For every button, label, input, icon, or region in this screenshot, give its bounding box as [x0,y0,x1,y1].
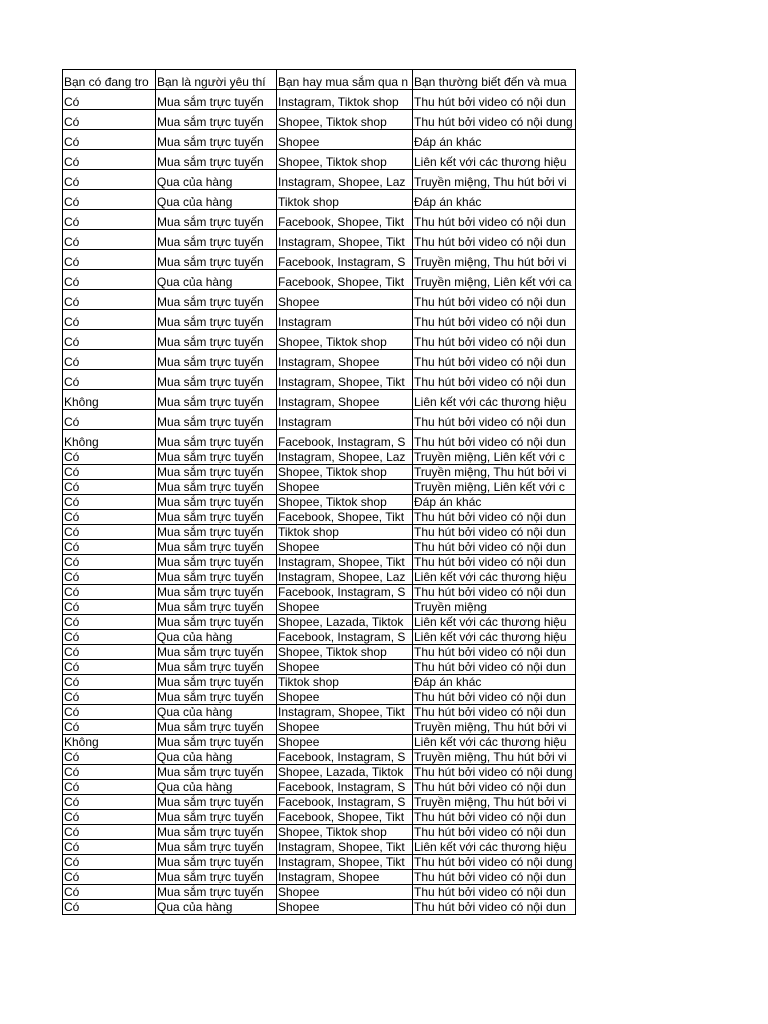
table-row [63,600,576,615]
table-row [63,810,576,825]
table-cell: Truyền miệng, Liên kết với c [413,450,576,465]
table-cell: Thu hút bởi video có nội dun [413,810,576,825]
table-cell: Có [63,795,156,810]
table-cell: Mua sắm trực tuyến [156,690,277,705]
table-cell: Có [63,900,156,915]
table-cell: Facebook, Instagram, S [277,630,413,645]
table-cell: Có [63,855,156,870]
table-cell: Có [63,130,156,150]
table-cell: Có [63,170,156,190]
table-cell: Có [63,330,156,350]
table-cell: Qua của hàng [156,630,277,645]
table-cell: Có [63,570,156,585]
table-cell: Có [63,705,156,720]
table-cell: Có [63,615,156,630]
header-cell-2: Bạn là người yêu thí [156,70,277,90]
table-cell: Shopee, Lazada, Tiktok [277,615,413,630]
table-cell: Qua của hàng [156,780,277,795]
table-cell: Có [63,825,156,840]
table-cell: Shopee, Tiktok shop [277,150,413,170]
table-cell: Facebook, Shopee, Tikt [277,270,413,290]
table-cell: Thu hút bởi video có nội dun [413,885,576,900]
table-cell: Mua sắm trực tuyến [156,90,277,110]
table-cell: Mua sắm trực tuyến [156,210,277,230]
table-row [63,450,576,465]
table-row [63,290,576,310]
table-cell: Qua của hàng [156,270,277,290]
table-cell: Qua của hàng [156,170,277,190]
table-cell: Truyền miệng, Thu hút bởi vi [413,795,576,810]
table-cell: Thu hút bởi video có nội dun [413,90,576,110]
table-cell: Thu hút bởi video có nội dun [413,330,576,350]
table-cell: Mua sắm trực tuyến [156,330,277,350]
table-row [63,410,576,430]
table-cell: Thu hút bởi video có nội dun [413,370,576,390]
table-cell: Shopee [277,900,413,915]
table-cell: Shopee [277,690,413,705]
table-cell: Có [63,555,156,570]
table-cell: Thu hút bởi video có nội dung [413,765,576,780]
table-cell: Mua sắm trực tuyến [156,645,277,660]
table-row [63,465,576,480]
table-cell: Mua sắm trực tuyến [156,465,277,480]
table-cell: Mua sắm trực tuyến [156,570,277,585]
table-cell: Thu hút bởi video có nội dun [413,705,576,720]
table-cell: Có [63,480,156,495]
table-cell: Shopee [277,130,413,150]
table-row [63,690,576,705]
table-row [63,190,576,210]
table-row [63,840,576,855]
table-cell: Facebook, Shopee, Tikt [277,510,413,525]
table-cell: Có [63,495,156,510]
table-cell: Instagram, Tiktok shop [277,90,413,110]
table-cell: Có [63,465,156,480]
header-cell-4: Bạn thường biết đến và mua [413,70,576,90]
table-cell: Thu hút bởi video có nội dun [413,230,576,250]
table-row [63,525,576,540]
table-row [63,90,576,110]
table-cell: Truyền miệng [413,600,576,615]
table-cell: Instagram, Shopee [277,350,413,370]
table-row [63,480,576,495]
table-cell: Thu hút bởi video có nội dun [413,540,576,555]
table-cell: Shopee, Tiktok shop [277,465,413,480]
table-cell: Mua sắm trực tuyến [156,585,277,600]
table-row [63,110,576,130]
table-row [63,780,576,795]
table-cell: Thu hút bởi video có nội dun [413,870,576,885]
table-cell: Instagram [277,310,413,330]
table-row [63,855,576,870]
table-cell: Facebook, Instagram, S [277,250,413,270]
table-cell: Đáp án khác [413,190,576,210]
table-cell: Mua sắm trực tuyến [156,370,277,390]
table-row [63,250,576,270]
table-row [63,825,576,840]
table-cell: Qua của hàng [156,750,277,765]
table-cell: Qua của hàng [156,705,277,720]
table-cell: Có [63,810,156,825]
table-cell: Truyền miệng, Liên kết với ca [413,270,576,290]
table-row [63,645,576,660]
table-cell: Shopee [277,735,413,750]
table-row [63,870,576,885]
table-cell: Shopee [277,885,413,900]
table-cell: Có [63,510,156,525]
table-cell: Mua sắm trực tuyến [156,410,277,430]
table-row [63,130,576,150]
table-cell: Truyền miệng, Thu hút bởi vi [413,750,576,765]
table-cell: Mua sắm trực tuyến [156,525,277,540]
table-cell: Thu hút bởi video có nội dun [413,290,576,310]
table-cell: Có [63,410,156,430]
table-row [63,630,576,645]
table-cell: Instagram, Shopee [277,390,413,410]
table-cell: Truyền miệng, Liên kết với c [413,480,576,495]
table-cell: Qua của hàng [156,190,277,210]
table-cell: Có [63,230,156,250]
table-cell: Mua sắm trực tuyến [156,510,277,525]
table-cell: Đáp án khác [413,495,576,510]
table-cell: Có [63,190,156,210]
table-cell: Mua sắm trực tuyến [156,450,277,465]
table-cell: Mua sắm trực tuyến [156,720,277,735]
table-cell: Mua sắm trực tuyến [156,855,277,870]
table-cell: Mua sắm trực tuyến [156,795,277,810]
table-cell: Có [63,645,156,660]
table-row [63,495,576,510]
table-row [63,585,576,600]
table-cell: Shopee, Tiktok shop [277,110,413,130]
table-row [63,370,576,390]
table-cell: Thu hút bởi video có nội dun [413,690,576,705]
table-cell: Mua sắm trực tuyến [156,480,277,495]
table-cell: Shopee [277,290,413,310]
table-row [63,900,576,915]
table-cell: Có [63,450,156,465]
table-cell: Có [63,765,156,780]
table-cell: Thu hút bởi video có nội dun [413,660,576,675]
table-cell: Facebook, Instagram, S [277,750,413,765]
table-cell: Mua sắm trực tuyến [156,130,277,150]
table-cell: Instagram, Shopee, Tikt [277,840,413,855]
table-cell: Instagram, Shopee, Laz [277,170,413,190]
table-cell: Tiktok shop [277,190,413,210]
table-cell: Shopee [277,720,413,735]
table-cell: Mua sắm trực tuyến [156,675,277,690]
table-cell: Liên kết với các thương hiệu [413,615,576,630]
table-cell: Mua sắm trực tuyến [156,390,277,410]
table-row [63,660,576,675]
table-cell: Có [63,250,156,270]
table-cell: Không [63,735,156,750]
table-cell: Facebook, Instagram, S [277,585,413,600]
table-cell: Facebook, Instagram, S [277,430,413,450]
table-cell: Không [63,390,156,410]
table-cell: Instagram, Shopee, Tikt [277,855,413,870]
table-row [63,675,576,690]
table-cell: Tiktok shop [277,525,413,540]
table-row [63,570,576,585]
table-cell: Mua sắm trực tuyến [156,615,277,630]
table-cell: Facebook, Shopee, Tikt [277,210,413,230]
table-cell: Mua sắm trực tuyến [156,870,277,885]
table-cell: Thu hút bởi video có nội dung [413,110,576,130]
table-cell: Mua sắm trực tuyến [156,840,277,855]
table-cell: Thu hút bởi video có nội dung [413,855,576,870]
table-cell: Mua sắm trực tuyến [156,600,277,615]
header-row [63,70,576,90]
table-cell: Qua của hàng [156,900,277,915]
table-cell: Mua sắm trực tuyến [156,825,277,840]
table-cell: Mua sắm trực tuyến [156,540,277,555]
table-cell: Mua sắm trực tuyến [156,310,277,330]
table-cell: Truyền miệng, Thu hút bởi vi [413,720,576,735]
table-cell: Instagram, Shopee, Tikt [277,555,413,570]
table-cell: Có [63,270,156,290]
header-cell-1: Bạn có đang tro [63,70,156,90]
table-cell: Thu hút bởi video có nội dun [413,555,576,570]
table-cell: Có [63,210,156,230]
table-row [63,230,576,250]
header-cell-3: Bạn hay mua sắm qua n [277,70,413,90]
table-row [63,170,576,190]
table-cell: Thu hút bởi video có nội dun [413,525,576,540]
table-row [63,150,576,170]
table-row [63,540,576,555]
table-cell: Mua sắm trực tuyến [156,230,277,250]
table-cell: Shopee [277,480,413,495]
table-cell: Đáp án khác [413,675,576,690]
table-cell: Thu hút bởi video có nội dun [413,410,576,430]
table-cell: Shopee, Tiktok shop [277,645,413,660]
table-row [63,615,576,630]
table-cell: Shopee [277,600,413,615]
table-cell: Có [63,630,156,645]
table-cell: Mua sắm trực tuyến [156,735,277,750]
table-cell: Có [63,660,156,675]
table-row [63,720,576,735]
table-row [63,270,576,290]
table-cell: Facebook, Instagram, S [277,795,413,810]
table-row [63,510,576,525]
survey-table [62,69,576,915]
table-cell: Có [63,110,156,130]
table-cell: Có [63,585,156,600]
table-cell: Instagram [277,410,413,430]
table-cell: Liên kết với các thương hiệu [413,630,576,645]
table-cell: Instagram, Shopee [277,870,413,885]
table-cell: Có [63,150,156,170]
table-row [63,210,576,230]
table-cell: Shopee [277,540,413,555]
table-cell: Có [63,600,156,615]
table-cell: Có [63,840,156,855]
table-cell: Thu hút bởi video có nội dun [413,430,576,450]
table-cell: Mua sắm trực tuyến [156,555,277,570]
table-cell: Mua sắm trực tuyến [156,110,277,130]
table-row [63,555,576,570]
table-cell: Mua sắm trực tuyến [156,810,277,825]
table-cell: Thu hút bởi video có nội dun [413,645,576,660]
table-cell: Mua sắm trực tuyến [156,885,277,900]
table-row [63,310,576,330]
table-cell: Shopee, Tiktok shop [277,330,413,350]
table-cell: Thu hút bởi video có nội dun [413,210,576,230]
table-cell: Truyền miệng, Thu hút bởi vi [413,170,576,190]
table-row [63,795,576,810]
table-cell: Thu hút bởi video có nội dun [413,825,576,840]
table-cell: Shopee, Tiktok shop [277,825,413,840]
table-cell: Truyền miệng, Thu hút bởi vi [413,250,576,270]
table-cell: Có [63,690,156,705]
table-row [63,735,576,750]
table-cell: Có [63,885,156,900]
table-row [63,350,576,370]
table-cell: Thu hút bởi video có nội dun [413,780,576,795]
table-cell: Instagram, Shopee, Tikt [277,705,413,720]
table-cell: Shopee, Lazada, Tiktok [277,765,413,780]
table-cell: Có [63,350,156,370]
table-cell: Đáp án khác [413,130,576,150]
table-cell: Instagram, Shopee, Laz [277,570,413,585]
table-cell: Mua sắm trực tuyến [156,660,277,675]
table-cell: Shopee [277,660,413,675]
table-cell: Liên kết với các thương hiệu [413,840,576,855]
table-cell: Truyền miệng, Thu hút bởi vi [413,465,576,480]
table-cell: Facebook, Shopee, Tikt [277,810,413,825]
table-cell: Có [63,780,156,795]
table-cell: Không [63,430,156,450]
table-cell: Instagram, Shopee, Tikt [277,370,413,390]
table-cell: Liên kết với các thương hiệu [413,390,576,410]
table-row [63,430,576,450]
table-row [63,330,576,350]
table-cell: Thu hút bởi video có nội dun [413,585,576,600]
table-cell: Có [63,870,156,885]
table-cell: Liên kết với các thương hiệu [413,150,576,170]
table-row [63,765,576,780]
table-cell: Mua sắm trực tuyến [156,250,277,270]
table-cell: Có [63,750,156,765]
table-cell: Mua sắm trực tuyến [156,150,277,170]
table-row [63,705,576,720]
table-cell: Mua sắm trực tuyến [156,350,277,370]
table-row [63,390,576,410]
table-cell: Mua sắm trực tuyến [156,495,277,510]
table-cell: Thu hút bởi video có nội dun [413,310,576,330]
table-cell: Mua sắm trực tuyến [156,290,277,310]
table-cell: Instagram, Shopee, Tikt [277,230,413,250]
table-cell: Có [63,290,156,310]
table-cell: Instagram, Shopee, Laz [277,450,413,465]
table-cell: Shopee, Tiktok shop [277,495,413,510]
survey-table-body [63,70,576,915]
table-cell: Thu hút bởi video có nội dun [413,900,576,915]
table-cell: Liên kết với các thương hiệu [413,570,576,585]
table-row [63,750,576,765]
table-cell: Mua sắm trực tuyến [156,765,277,780]
table-cell: Có [63,90,156,110]
table-cell: Tiktok shop [277,675,413,690]
table-cell: Có [63,525,156,540]
table-cell: Có [63,675,156,690]
table-cell: Có [63,370,156,390]
table-cell: Facebook, Instagram, S [277,780,413,795]
table-row [63,885,576,900]
table-cell: Thu hút bởi video có nội dun [413,350,576,370]
table-cell: Thu hút bởi video có nội dun [413,510,576,525]
table-cell: Mua sắm trực tuyến [156,430,277,450]
table-cell: Có [63,720,156,735]
table-cell: Có [63,540,156,555]
table-cell: Liên kết với các thương hiệu [413,735,576,750]
table-cell: Có [63,310,156,330]
